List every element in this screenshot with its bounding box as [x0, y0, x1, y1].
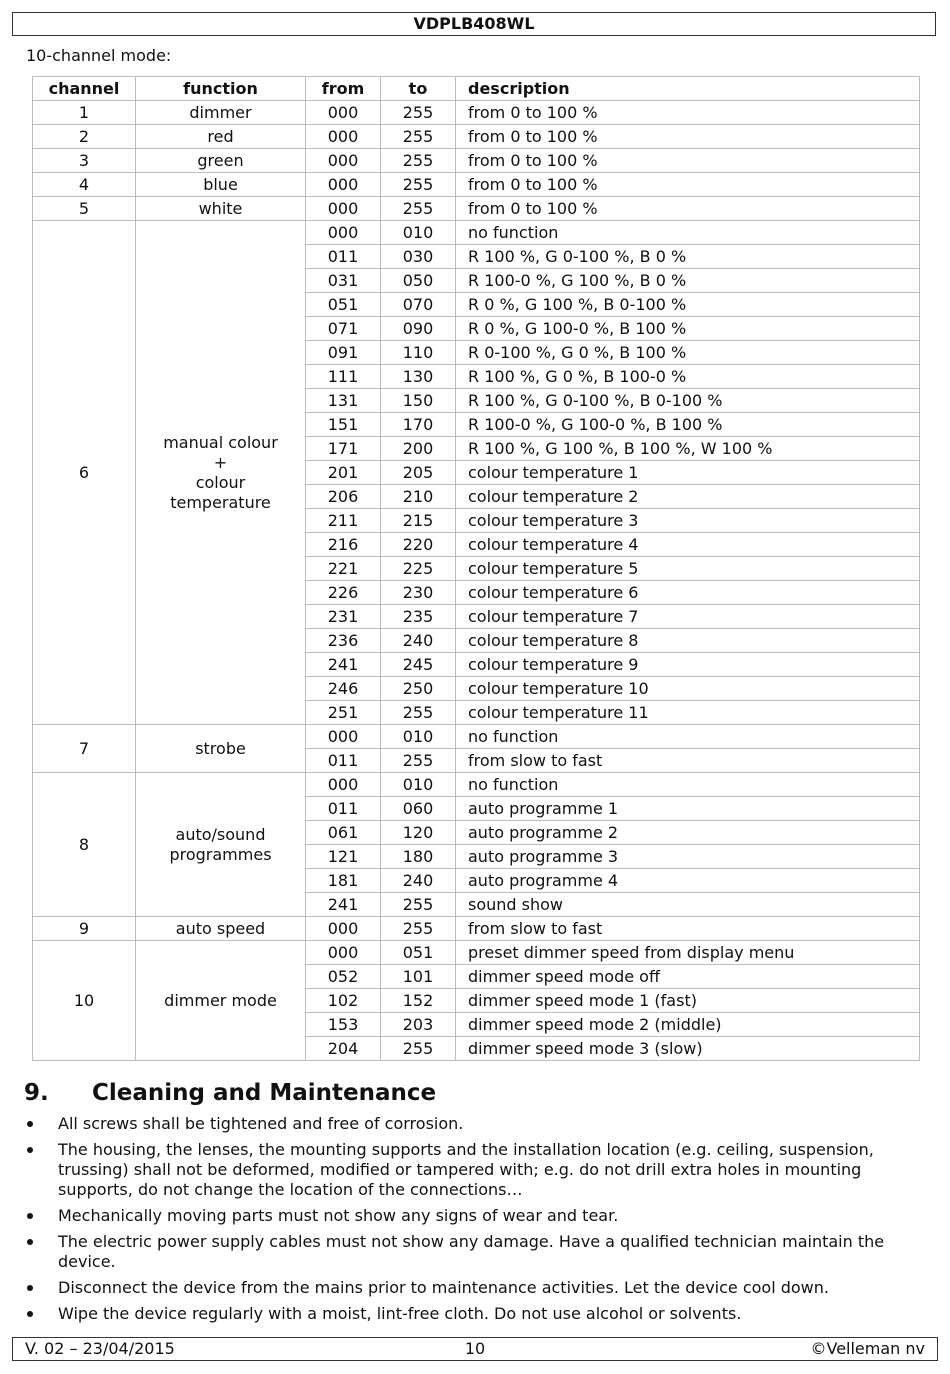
to-cell: 110 — [381, 341, 456, 365]
function-cell — [136, 221, 306, 725]
channel-cell: 2 — [33, 125, 136, 149]
function-line: colour — [195, 472, 246, 492]
function-line: auto speed — [175, 918, 266, 938]
channel-cell: 5 — [33, 197, 136, 221]
description-cell: colour temperature 9 — [456, 653, 920, 677]
to-cell: 130 — [381, 365, 456, 389]
description-cell: dimmer speed mode off — [456, 965, 920, 989]
to-cell: 180 — [381, 845, 456, 869]
description-cell: R 100-0 %, G 100 %, B 0 % — [456, 269, 920, 293]
to-cell: 215 — [381, 509, 456, 533]
description-cell: no function — [456, 725, 920, 749]
to-cell: 205 — [381, 461, 456, 485]
description-cell: auto programme 3 — [456, 845, 920, 869]
function-cell — [136, 125, 306, 149]
header-description: description — [456, 77, 920, 101]
from-cell: 000 — [306, 917, 381, 941]
to-cell: 255 — [381, 101, 456, 125]
table-header-row — [33, 77, 920, 101]
function-line: manual colour — [163, 432, 278, 452]
description-cell: colour temperature 2 — [456, 485, 920, 509]
to-cell: 255 — [381, 893, 456, 917]
to-cell: 150 — [381, 389, 456, 413]
footer-version: V. 02 – 23/04/2015 — [25, 1339, 175, 1358]
to-cell: 203 — [381, 1013, 456, 1037]
description-cell: colour temperature 8 — [456, 629, 920, 653]
to-cell: 120 — [381, 821, 456, 845]
to-cell: 225 — [381, 557, 456, 581]
to-cell: 240 — [381, 869, 456, 893]
function-cell — [136, 197, 306, 221]
list-item — [24, 1206, 936, 1226]
to-cell: 255 — [381, 125, 456, 149]
channel-cell: 1 — [33, 101, 136, 125]
dmx-channel-table — [32, 76, 920, 1061]
description-cell: R 100 %, G 0-100 %, B 0 % — [456, 245, 920, 269]
list-item-text: Disconnect the device from the mains prior to maintenance activities. Let the device cool down. — [58, 1278, 829, 1297]
from-cell: 201 — [306, 461, 381, 485]
channel-cell: 3 — [33, 149, 136, 173]
from-cell: 011 — [306, 245, 381, 269]
from-cell: 131 — [306, 389, 381, 413]
to-cell: 235 — [381, 605, 456, 629]
from-cell: 221 — [306, 557, 381, 581]
from-cell: 204 — [306, 1037, 381, 1061]
header-to: to — [381, 77, 456, 101]
description-cell: from 0 to 100 % — [456, 149, 920, 173]
description-cell: dimmer speed mode 1 (fast) — [456, 989, 920, 1013]
description-cell: auto programme 1 — [456, 797, 920, 821]
function-line: + — [213, 452, 228, 472]
from-cell: 171 — [306, 437, 381, 461]
to-cell: 010 — [381, 221, 456, 245]
mode-label: 10-channel mode: — [26, 46, 172, 65]
to-cell: 210 — [381, 485, 456, 509]
description-cell: dimmer speed mode 2 (middle) — [456, 1013, 920, 1037]
list-item — [24, 1232, 936, 1272]
from-cell: 181 — [306, 869, 381, 893]
from-cell: 251 — [306, 701, 381, 725]
table-row — [33, 125, 920, 149]
table-row — [33, 173, 920, 197]
function-line: blue — [203, 174, 238, 194]
channel-cell: 6 — [33, 221, 136, 725]
description-cell: colour temperature 5 — [456, 557, 920, 581]
description-cell: colour temperature 10 — [456, 677, 920, 701]
to-cell: 255 — [381, 749, 456, 773]
from-cell: 061 — [306, 821, 381, 845]
from-cell: 216 — [306, 533, 381, 557]
table-row — [33, 773, 920, 797]
footer-page-number: 10 — [464, 1339, 486, 1358]
from-cell: 000 — [306, 173, 381, 197]
bullet-icon — [27, 1311, 33, 1317]
from-cell: 071 — [306, 317, 381, 341]
from-cell: 000 — [306, 149, 381, 173]
to-cell: 170 — [381, 413, 456, 437]
from-cell: 211 — [306, 509, 381, 533]
to-cell: 255 — [381, 173, 456, 197]
to-cell: 051 — [381, 941, 456, 965]
description-cell: colour temperature 4 — [456, 533, 920, 557]
from-cell: 246 — [306, 677, 381, 701]
from-cell: 206 — [306, 485, 381, 509]
from-cell: 051 — [306, 293, 381, 317]
document-footer — [12, 1337, 938, 1361]
from-cell: 052 — [306, 965, 381, 989]
list-item — [24, 1140, 936, 1200]
bullet-icon — [27, 1285, 33, 1291]
function-cell — [136, 941, 306, 1061]
from-cell: 236 — [306, 629, 381, 653]
to-cell: 152 — [381, 989, 456, 1013]
function-cell — [136, 101, 306, 125]
from-cell: 000 — [306, 125, 381, 149]
description-cell: R 100 %, G 100 %, B 100 %, W 100 % — [456, 437, 920, 461]
from-cell: 000 — [306, 101, 381, 125]
table-row — [33, 725, 920, 749]
from-cell: 011 — [306, 797, 381, 821]
bullet-icon — [27, 1239, 33, 1245]
table-row — [33, 221, 920, 245]
table-row — [33, 197, 920, 221]
to-cell: 255 — [381, 197, 456, 221]
from-cell: 241 — [306, 653, 381, 677]
table-row — [33, 941, 920, 965]
footer-copyright: ©Velleman nv — [810, 1339, 925, 1358]
header-from: from — [306, 77, 381, 101]
description-cell: from 0 to 100 % — [456, 125, 920, 149]
description-cell: no function — [456, 221, 920, 245]
to-cell: 090 — [381, 317, 456, 341]
list-item-text: All screws shall be tightened and free of corrosion. — [58, 1114, 464, 1133]
to-cell: 245 — [381, 653, 456, 677]
to-cell: 230 — [381, 581, 456, 605]
header-function: function — [136, 77, 306, 101]
description-cell: R 100-0 %, G 100-0 %, B 100 % — [456, 413, 920, 437]
function-line: auto/sound — [175, 824, 266, 844]
bullet-icon — [27, 1147, 33, 1153]
header-channel: channel — [33, 77, 136, 101]
from-cell: 031 — [306, 269, 381, 293]
from-cell: 226 — [306, 581, 381, 605]
description-cell: sound show — [456, 893, 920, 917]
description-cell: no function — [456, 773, 920, 797]
function-line: red — [207, 126, 234, 146]
from-cell: 153 — [306, 1013, 381, 1037]
function-cell — [136, 725, 306, 773]
description-cell: from 0 to 100 % — [456, 197, 920, 221]
function-cell — [136, 173, 306, 197]
to-cell: 010 — [381, 773, 456, 797]
from-cell: 111 — [306, 365, 381, 389]
maintenance-list — [24, 1114, 936, 1330]
to-cell: 255 — [381, 701, 456, 725]
to-cell: 250 — [381, 677, 456, 701]
to-cell: 070 — [381, 293, 456, 317]
to-cell: 200 — [381, 437, 456, 461]
from-cell: 000 — [306, 197, 381, 221]
to-cell: 030 — [381, 245, 456, 269]
description-cell: from 0 to 100 % — [456, 101, 920, 125]
description-cell: colour temperature 1 — [456, 461, 920, 485]
description-cell: R 0 %, G 100 %, B 0-100 % — [456, 293, 920, 317]
to-cell: 255 — [381, 149, 456, 173]
description-cell: from slow to fast — [456, 917, 920, 941]
function-line: temperature — [170, 492, 271, 512]
description-cell: auto programme 4 — [456, 869, 920, 893]
description-cell: R 100 %, G 0-100 %, B 0-100 % — [456, 389, 920, 413]
from-cell: 091 — [306, 341, 381, 365]
description-cell: colour temperature 3 — [456, 509, 920, 533]
description-cell: R 0-100 %, G 0 %, B 100 % — [456, 341, 920, 365]
section-title: Cleaning and Maintenance — [92, 1080, 437, 1106]
description-cell: from 0 to 100 % — [456, 173, 920, 197]
bullet-icon — [27, 1121, 33, 1127]
channel-cell: 9 — [33, 917, 136, 941]
description-cell: colour temperature 7 — [456, 605, 920, 629]
description-cell: R 0 %, G 100-0 %, B 100 % — [456, 317, 920, 341]
list-item-text: The electric power supply cables must not show any damage. Have a qualified technician maintain the device. — [58, 1232, 885, 1271]
from-cell: 151 — [306, 413, 381, 437]
function-line: dimmer — [189, 102, 252, 122]
from-cell: 011 — [306, 749, 381, 773]
from-cell: 000 — [306, 221, 381, 245]
list-item-text: The housing, the lenses, the mounting supports and the installation location (e.g. ceiling, suspension, trussing) shall not be deformed, modified or tampered with; e.g. do not drill extra holes in mounting supports, do not change the location of the connections… — [58, 1140, 874, 1199]
description-cell: from slow to fast — [456, 749, 920, 773]
function-cell — [136, 917, 306, 941]
table-row — [33, 917, 920, 941]
description-cell: preset dimmer speed from display menu — [456, 941, 920, 965]
section-number: 9. — [24, 1080, 49, 1106]
to-cell: 240 — [381, 629, 456, 653]
description-cell: auto programme 2 — [456, 821, 920, 845]
description-cell: dimmer speed mode 3 (slow) — [456, 1037, 920, 1061]
to-cell: 255 — [381, 917, 456, 941]
function-line: dimmer mode — [164, 990, 277, 1010]
list-item — [24, 1304, 936, 1324]
to-cell: 050 — [381, 269, 456, 293]
document-title: VDPLB408WL — [413, 14, 535, 33]
channel-cell: 4 — [33, 173, 136, 197]
channel-cell: 8 — [33, 773, 136, 917]
section-heading — [24, 1078, 436, 1108]
description-cell: R 100 %, G 0 %, B 100-0 % — [456, 365, 920, 389]
channel-cell: 7 — [33, 725, 136, 773]
list-item — [24, 1114, 936, 1134]
list-item — [24, 1278, 936, 1298]
description-cell: colour temperature 6 — [456, 581, 920, 605]
to-cell: 220 — [381, 533, 456, 557]
to-cell: 010 — [381, 725, 456, 749]
description-cell: colour temperature 11 — [456, 701, 920, 725]
list-item-text: Wipe the device regularly with a moist, lint-free cloth. Do not use alcohol or solvents. — [58, 1304, 742, 1323]
from-cell: 102 — [306, 989, 381, 1013]
function-cell — [136, 149, 306, 173]
function-line: white — [198, 198, 243, 218]
bullet-icon — [27, 1213, 33, 1219]
function-line: programmes — [169, 844, 272, 864]
document-header — [12, 12, 936, 36]
function-cell — [136, 773, 306, 917]
from-cell: 000 — [306, 773, 381, 797]
table-body — [33, 101, 920, 1061]
table-row — [33, 101, 920, 125]
to-cell: 101 — [381, 965, 456, 989]
channel-cell: 10 — [33, 941, 136, 1061]
from-cell: 000 — [306, 941, 381, 965]
to-cell: 255 — [381, 1037, 456, 1061]
to-cell: 060 — [381, 797, 456, 821]
table-row — [33, 149, 920, 173]
from-cell: 121 — [306, 845, 381, 869]
list-item-text: Mechanically moving parts must not show any signs of wear and tear. — [58, 1206, 619, 1225]
from-cell: 231 — [306, 605, 381, 629]
function-line: strobe — [195, 738, 246, 758]
from-cell: 241 — [306, 893, 381, 917]
function-line: green — [197, 150, 244, 170]
from-cell: 000 — [306, 725, 381, 749]
